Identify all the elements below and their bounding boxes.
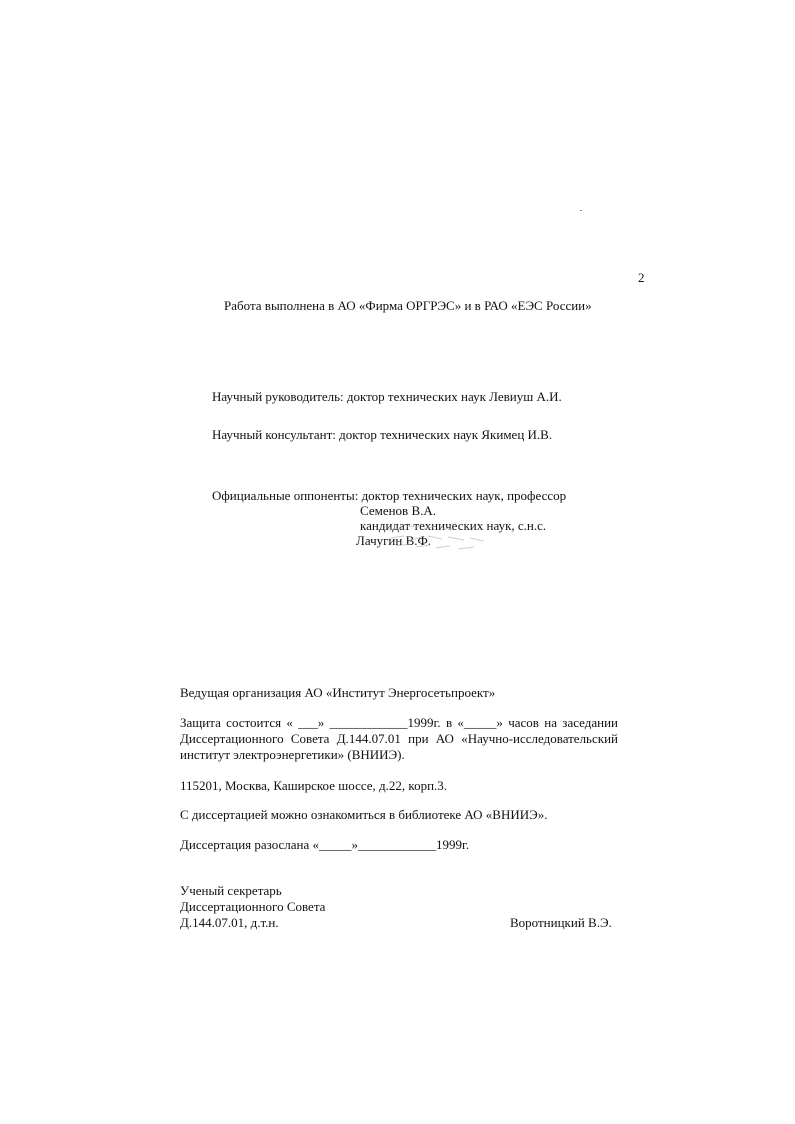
opponent-line: кандидат технических наук, с.н.с. — [360, 518, 547, 533]
official-opponents-label: Официальные оппоненты: доктор технических наук, профессор — [212, 488, 567, 503]
secretary-title-line: Диссертационного Совета — [180, 899, 326, 914]
scientific-supervisor: Научный руководитель: доктор технических наук Левиуш А.И. — [212, 389, 562, 404]
scan-speck — [580, 210, 582, 211]
address-line: 115201, Москва, Каширское шоссе, д.22, корп.3. — [180, 778, 448, 793]
mailing-line: Диссертация разослана «_____»____________1999г. — [180, 837, 470, 852]
performed-at-line: Работа выполнена в АО «Фирма ОРГРЭС» и в РАО «ЕЭС России» — [224, 298, 592, 313]
library-line: С диссертацией можно ознакомиться в библиотеке АО «ВНИИЭ». — [180, 807, 548, 822]
defense-paragraph: Защита состоится « ___» ____________1999г. в «_____» часов на заседании Диссертационного Совета Д.144.07.01 при АО «Научно-исследовательский институт электроэнергетики» (ВНИИЭ). — [180, 715, 618, 762]
scientific-consultant: Научный консультант: доктор технических наук Якимец И.В. — [212, 427, 553, 442]
secretary-name: Воротницкий В.Э. — [510, 915, 612, 930]
page-number: 2 — [638, 270, 645, 285]
leading-organization: Ведущая организация АО «Институт Энергосетьпроект» — [180, 685, 496, 700]
opponent-line: Лачугин В.Ф. — [356, 533, 432, 548]
opponent-line: Семенов В.А. — [360, 503, 437, 518]
secretary-title-line: Д.144.07.01, д.т.н. — [180, 915, 279, 930]
faded-stamp-mark — [384, 516, 494, 556]
secretary-title-line: Ученый секретарь — [180, 883, 282, 898]
